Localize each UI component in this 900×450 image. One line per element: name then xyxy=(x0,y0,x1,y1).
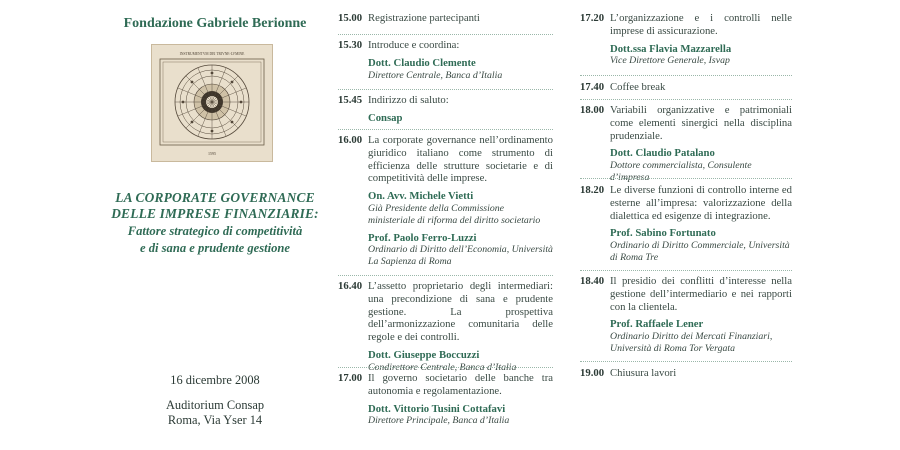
engraving-caption-bottom: 1595 xyxy=(208,151,216,156)
engraving-caption-top: INSTRUMENTVM DEI TRIVNE-LVMINE xyxy=(179,52,245,56)
session-description: L’organizzazione e i controlli nelle imprese di assicurazione. xyxy=(610,12,792,37)
session-time: 17.00 xyxy=(338,372,363,384)
speaker-name: Consap xyxy=(368,111,403,124)
venue-line-2: Roma, Via Yser 14 xyxy=(167,413,263,427)
speaker-role: Dottore commercialista, Consulente d’impresa xyxy=(610,160,752,183)
speaker xyxy=(368,232,553,268)
divider xyxy=(338,34,553,35)
title-line-1: LA CORPORATE GOVERNANCE xyxy=(115,190,315,205)
engraving-image xyxy=(151,44,273,162)
speaker-name: Prof. Paolo Ferro-Luzzi xyxy=(368,231,477,244)
speaker xyxy=(610,318,792,354)
astronomical-engraving-icon xyxy=(152,45,272,161)
event-date: 16 dicembre 2008 xyxy=(170,373,260,387)
speaker-name: Prof. Raffaele Lener xyxy=(610,318,704,331)
divider xyxy=(580,178,792,179)
session-description: Coffee break xyxy=(610,81,666,93)
speaker-role: Ordinario di Diritto dell’Economia, Università La Sapienza di Roma xyxy=(368,244,553,268)
speaker-role: Vice Direttore Generale, Isvap xyxy=(610,55,730,67)
foundation-name: Fondazione Gabriele Berionne xyxy=(123,16,307,31)
divider xyxy=(580,99,792,100)
session-description: La corporate governance nell’ordinamento giuridico italiano come strumento di efficienza delle strutture societarie e di competitività delle imprese. xyxy=(368,134,553,185)
session-time: 15.30 xyxy=(338,39,363,51)
divider xyxy=(580,75,792,76)
speaker-name: Dott. Giuseppe Boccuzzi xyxy=(368,348,480,361)
divider xyxy=(338,367,553,368)
speaker xyxy=(368,112,553,125)
divider xyxy=(580,270,792,271)
speaker-role: Condirettore Centrale, Banca d’Italia xyxy=(368,361,517,373)
session-time: 19.00 xyxy=(580,367,605,379)
speaker xyxy=(368,349,553,374)
session-time: 18.20 xyxy=(580,184,605,196)
speaker xyxy=(368,403,553,428)
session-description: Il governo societario delle banche tra autonomia e regolamentazione. xyxy=(368,372,553,397)
divider xyxy=(338,275,553,276)
divider xyxy=(580,361,792,362)
session-description: Registrazione partecipanti xyxy=(368,12,480,24)
speaker-name: Dott.ssa Flavia Mazzarella xyxy=(610,42,732,55)
speaker-name: Dott. Vittorio Tusini Cottafavi xyxy=(368,402,506,415)
speaker-name: Prof. Sabino Fortunato xyxy=(610,227,716,240)
session-time: 17.20 xyxy=(580,12,605,24)
event-title xyxy=(100,190,330,256)
session-description: Chiusura lavori xyxy=(610,367,677,379)
speaker-role: Direttore Principale, Banca d’Italia xyxy=(368,415,510,427)
title-line-2: DELLE IMPRESE FINANZIARIE: xyxy=(111,206,319,221)
event-venue xyxy=(100,398,330,428)
session-time: 18.40 xyxy=(580,275,605,287)
speaker-name: Dott. Claudio Patalano xyxy=(610,147,715,160)
speaker-name: On. Avv. Michele Vietti xyxy=(368,190,474,203)
speaker-role: Già Presidente della Commissione ministeriale di riforma del diritto societario xyxy=(368,202,541,226)
session-time: 18.00 xyxy=(580,104,605,116)
session-time: 15.00 xyxy=(338,12,363,24)
session-time: 17.40 xyxy=(580,81,605,93)
session-description: Il presidio dei conflitti d’interesse nella gestione dell’intermediario e nei rapporti con la clientela. xyxy=(610,275,792,313)
speaker xyxy=(610,43,792,68)
subtitle-line-2: e di sana e prudente gestione xyxy=(139,241,291,255)
session-time: 16.00 xyxy=(338,134,363,146)
speaker-role: Ordinario di Diritto Commerciale, Università di Roma Tre xyxy=(610,240,790,263)
speaker xyxy=(368,190,553,226)
session-description: L’assetto proprietario degli intermediari: una precondizione di sana e prudente gestione. La prospettiva dell’armonizzazione comunitaria delle regole e dei controlli. xyxy=(368,280,553,344)
divider xyxy=(338,129,553,130)
session-time: 16.40 xyxy=(338,280,363,292)
venue-line-1: Auditorium Consap xyxy=(165,398,265,412)
session-description: Variabili organizzative e patrimoniali come elementi sinergici nella disciplina prudenziale. xyxy=(610,104,792,142)
speaker-name: Dott. Claudio Clemente xyxy=(368,56,476,69)
divider xyxy=(338,89,553,90)
session-description: Indirizzo di saluto: xyxy=(368,94,449,106)
speaker xyxy=(368,57,553,82)
session-description: Introduce e coordina: xyxy=(368,39,460,51)
session-time: 15.45 xyxy=(338,94,363,106)
cover-panel xyxy=(100,0,330,450)
subtitle-line-1: Fattore strategico di competitività xyxy=(127,224,303,238)
speaker-role: Direttore Centrale, Banca d’Italia xyxy=(368,69,503,81)
speaker-role: Ordinario Diritto dei Mercati Finanziari, Università di Roma Tor Vergata xyxy=(610,331,773,354)
session-description: Le diverse funzioni di controllo interne ed esterne all’impresa: valorizzazione della dialettica ed esigenze di integrazione. xyxy=(610,184,792,222)
speaker xyxy=(610,227,792,263)
